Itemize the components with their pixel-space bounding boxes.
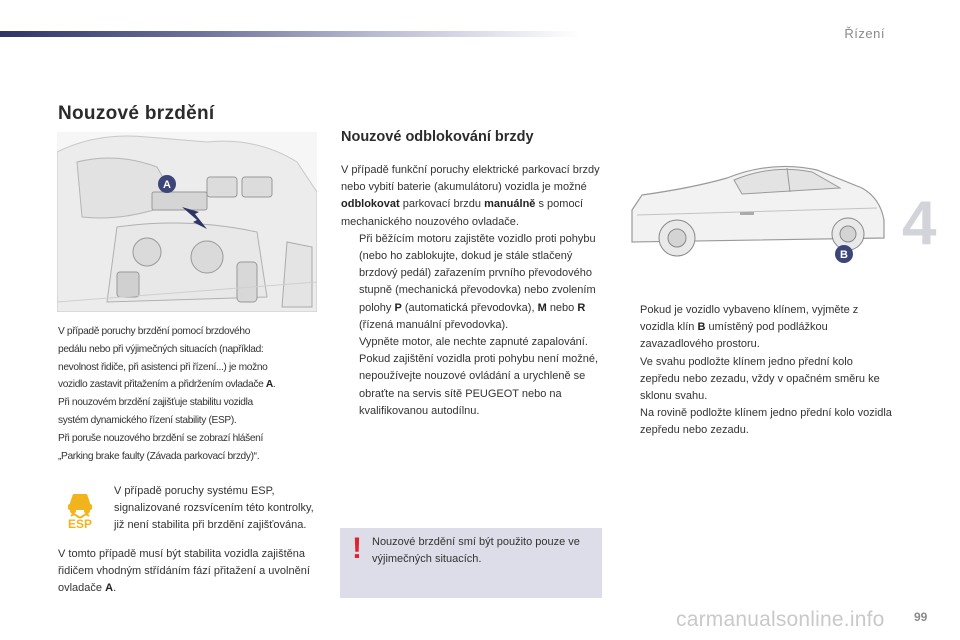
esp-warning-icon [63, 486, 97, 530]
caption-line: Při nouzovém brzdění zajišťuje stabilitu vozidla [58, 397, 253, 409]
esp-icon-label: ESP [67, 517, 93, 530]
caption-line: nevolnost řidiče, při asistenci při řízení...) je možno [58, 361, 268, 373]
watermark: carmanualsonline.info [676, 608, 885, 631]
release-instructions [341, 162, 603, 420]
gear-p: P [394, 301, 402, 314]
caption-line: Při poruše nouzového brzdění se zobrazí hlášení [58, 432, 263, 444]
warning-exclamation-icon: ! [352, 532, 362, 565]
page-title: Nouzové brzdění [58, 103, 215, 124]
bullet-text: (řízená manuální převodovka). [359, 318, 509, 331]
bullet-text: Při běžícím motoru zajistěte vozidlo proti pohybu (nebo ho zablokujte, dokud je stále stlačený brzdový pedál) zařazením prvního převodového stupně (mechanická převodovka) nebo zvolením polohy [359, 232, 596, 314]
chapter-number: 4 [902, 189, 937, 258]
section-label: Řízení [844, 26, 885, 41]
caption-line: „Parking brake faulty (Závada parkovací brzdy)“. [58, 450, 260, 462]
gear-m: M [537, 301, 547, 314]
bullet-text: Na rovině podložte klínem jedno přední kolo vozidla zepředu nebo zezadu. [640, 407, 892, 437]
caption-line: vozidlo zastavit přitažením a přidržením ovladače [58, 379, 264, 391]
page-number: 99 [914, 610, 928, 624]
gear-r: R [577, 301, 586, 314]
intro-text: s pomocí mechanického nouzového ovladače. [341, 198, 584, 228]
warning-text: Nouzové brzdění smí být použito pouze ve výjimečných situacích. [372, 536, 580, 566]
header-gradient-bar [0, 31, 580, 37]
photo-caption: V případě poruchy brzdění pomocí brzdového pedálu nebo při výjimečných situacích (například: nevolnost řidiče, při asistenci při řízení...) je možno vozidlo zastavit přitažením a přidržením ovladače A. Při nouzovém brzdění zajišťuje stabilitu vozidla systém dynamického řízení stability (ESP). Při poruše nouzového brzdění se zobrazí hlášení „Parking brake faulty (Závada parkovací brzdy)“. [58, 326, 276, 462]
car-illustration [622, 150, 887, 270]
bullet-text: Vypněte motor, ale nechte zapnuté zapalování. Pokud zajištění vozidla proti pohybu není možné, nepoužívejte nouzové ovládání a urychleně se obraťte na servis sítě PEUGEOT nebo na kvalifikovanou autodílnu. [359, 336, 599, 417]
caption-ref: A [265, 379, 273, 391]
esp-warning-text: V případě poruchy systému ESP, signalizované rozsvícením této kontrolky, již není stabilita při brzdění zajišťována. [114, 485, 314, 532]
intro-text: parkovací brzdu [402, 198, 481, 211]
esp-stability-end: . [113, 582, 117, 595]
bullet-item [622, 302, 892, 354]
warning-box [340, 528, 602, 598]
intro-bold: odblokovat [341, 198, 400, 211]
dashboard-photo [57, 132, 317, 312]
caption-line: systém dynamického řízení stability (ESP). [58, 414, 237, 426]
photo-label-a: A [163, 179, 171, 191]
esp-stability-ref: A [105, 582, 114, 595]
esp-stability-text [58, 546, 320, 598]
bullet-text: nebo [549, 301, 575, 314]
chock-ref: B [697, 321, 706, 334]
bullet-item [622, 354, 892, 440]
bullet-text: (automatická převodovka), [404, 301, 535, 314]
section-subtitle: Nouzové odblokování brzdy [341, 129, 534, 145]
car-label-b: B [840, 249, 848, 261]
bullet-text: Pokud je vozidlo vybaveno klínem, vyjměte z vozidla klín [640, 304, 859, 334]
intro-text: V případě funkční poruchy elektrické parkovací brzdy nebo vybití baterie (akumulátoru) vozidla je možné [341, 164, 600, 194]
intro-paragraph [341, 162, 603, 231]
bullet-text: umístěný pod podlážkou zavazadlového prostoru. [640, 321, 828, 351]
bullet-item [341, 334, 603, 420]
esp-stability-text-body: V tomto případě musí být stabilita vozidla zajištěna řidičem vhodným střídáním fází přitažení a uvolnění ovladače [58, 548, 310, 595]
caption-line: pedálu nebo při výjimečných situacích (například: [58, 343, 264, 355]
chock-instructions [622, 302, 892, 440]
caption-line: V případě poruchy brzdění pomocí brzdového [58, 326, 251, 337]
bullet-text: Ve svahu podložte klínem jedno přední kolo zepředu nebo zezadu, vždy v opačném směru ke sklonu svahu. [640, 355, 880, 403]
bullet-item [341, 231, 603, 334]
intro-bold: manuálně [484, 198, 536, 211]
